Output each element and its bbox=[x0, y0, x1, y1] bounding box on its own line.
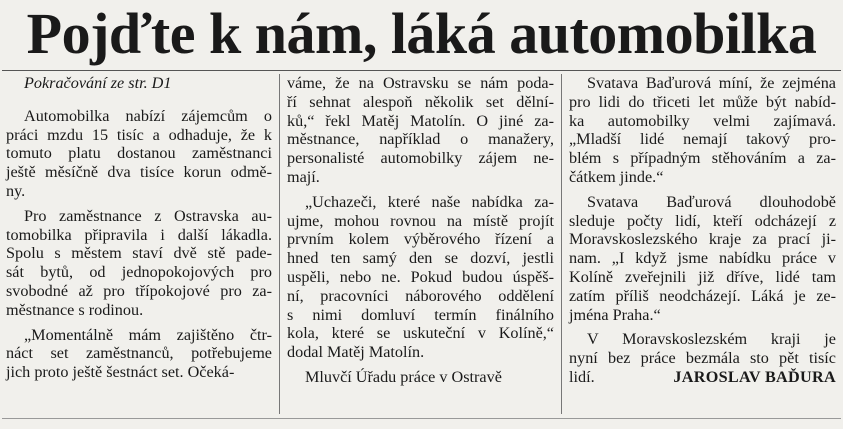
text-line: tomobilka připravila i další lákadla. bbox=[6, 225, 272, 244]
text-line: čátkem jinde.“ bbox=[569, 167, 664, 186]
text-line: uspěli, nebo ne. Pokud budou úspěš- bbox=[287, 267, 554, 286]
col2-paragraphs bbox=[287, 74, 554, 387]
column-separator bbox=[279, 74, 280, 414]
text-line: personalisté automobilky zájem ne- bbox=[287, 149, 554, 168]
text-line: nyní bez práce bezmála sto pět tisíc bbox=[569, 349, 836, 368]
text-line: hned ten samý den se dozví, jestli bbox=[287, 249, 554, 268]
continued-note: Pokračování ze str. D1 bbox=[24, 74, 172, 92]
text-line: Mluvčí Úřadu práce v Ostravě bbox=[305, 367, 502, 386]
article-paragraph bbox=[569, 74, 836, 187]
article-paragraph bbox=[287, 74, 554, 187]
article-paragraph bbox=[6, 326, 272, 382]
article-paragraph bbox=[287, 193, 554, 362]
text-line: ujme, mohou rovnou na místě projít bbox=[287, 211, 554, 230]
text-line: zatím příliš neodcházejí. Láká je ze- bbox=[569, 286, 836, 305]
text-line: jména Praha.“ bbox=[569, 305, 661, 324]
text-line: s nimi domluví termín finálního bbox=[287, 305, 554, 324]
column-separator bbox=[561, 74, 562, 414]
text-line: jich proto ještě šestnáct set. Očeká- bbox=[6, 363, 235, 382]
text-line: lidí. JAROSLAV BAĎURA bbox=[569, 367, 836, 386]
text-line: náct set zaměstnanců, potřebujeme bbox=[6, 344, 272, 363]
text-line: ří sehnat alespoň několik set dělní- bbox=[287, 92, 554, 111]
text-line: Spolu s městem staví dvě stě pade- bbox=[6, 244, 272, 263]
text-line: V Moravskoslezském kraji je bbox=[587, 330, 836, 349]
text-line: „Momentálně mám zajištěno čtr- bbox=[24, 325, 272, 344]
article-paragraph bbox=[6, 107, 272, 201]
text-line: blém s případným stěhováním a za- bbox=[569, 149, 836, 168]
text-line: ka automobilky velmi zajímavá. bbox=[569, 111, 836, 130]
text-line: práci mzdu 15 tisíc a odhaduje, že k bbox=[6, 125, 272, 144]
col3-paragraphs bbox=[569, 74, 836, 387]
text-line: Pro zaměstnance z Ostravska au- bbox=[24, 206, 272, 225]
col1-paragraphs bbox=[6, 107, 272, 382]
column-2 bbox=[287, 74, 554, 387]
column-3 bbox=[569, 74, 836, 387]
text-line: mají. bbox=[287, 167, 320, 186]
text-line: kola, které se uskuteční v Kolíně,“ bbox=[287, 324, 554, 343]
bottom-rule bbox=[2, 418, 841, 419]
text-line: Automobilka nabízí zájemcům o bbox=[24, 106, 272, 125]
text-line: nam. „I když jsme nabídku práce v bbox=[569, 249, 836, 268]
text-line: sát bytů, od jednopokojových pro bbox=[6, 263, 272, 282]
article-paragraph bbox=[6, 207, 272, 320]
headline: Pojďte k nám, láká automobilka bbox=[26, 1, 817, 66]
text-line: Kolíně zveřejnili již dříve, lidé tam bbox=[569, 267, 836, 286]
text-line: ny. bbox=[6, 181, 26, 200]
text-line: městnance, například o manažery, bbox=[287, 130, 554, 149]
article-paragraph bbox=[569, 330, 836, 386]
text-line: tomuto platu dostanou zaměstnanci bbox=[6, 144, 272, 163]
text-line: ků,“ řekl Matěj Matolín. O jiné za- bbox=[287, 111, 554, 130]
headline-rule bbox=[2, 70, 841, 71]
text-line: sleduje počty lidí, kteří odcházejí z bbox=[569, 211, 836, 230]
text-line: městnance s rodinou. bbox=[6, 300, 144, 319]
text-line: ještě měsíčně dva tisíce korun odmě- bbox=[6, 163, 272, 182]
text-line: svobodné až pro třípokojové pro za- bbox=[6, 281, 272, 300]
text-line: pro lidi do třiceti let může být nabíd- bbox=[569, 92, 836, 111]
article-paragraph bbox=[287, 368, 554, 387]
text-line: „Mladší lidé nemají takový pro- bbox=[569, 130, 836, 149]
text-line: Moravskoslezského kraje za prací ji- bbox=[569, 230, 836, 249]
text-line: ní, pracovníci náborového oddělení bbox=[287, 286, 554, 305]
text-line: prvním kolem výběrového řízení a bbox=[287, 230, 554, 249]
article-paragraph bbox=[569, 193, 836, 325]
text-line: dodal Matěj Matolín. bbox=[287, 343, 425, 362]
byline: JAROSLAV BAĎURA bbox=[673, 367, 836, 386]
text-line: váme, že na Ostravsku se nám poda- bbox=[287, 74, 554, 92]
text-line: „Uchazeči, které naše nabídka za- bbox=[305, 192, 554, 211]
text-line: Svatava Baďurová míní, že zejména bbox=[587, 74, 836, 92]
text-line: Svatava Baďurová dlouhodobě bbox=[587, 192, 836, 211]
column-1 bbox=[6, 74, 272, 382]
